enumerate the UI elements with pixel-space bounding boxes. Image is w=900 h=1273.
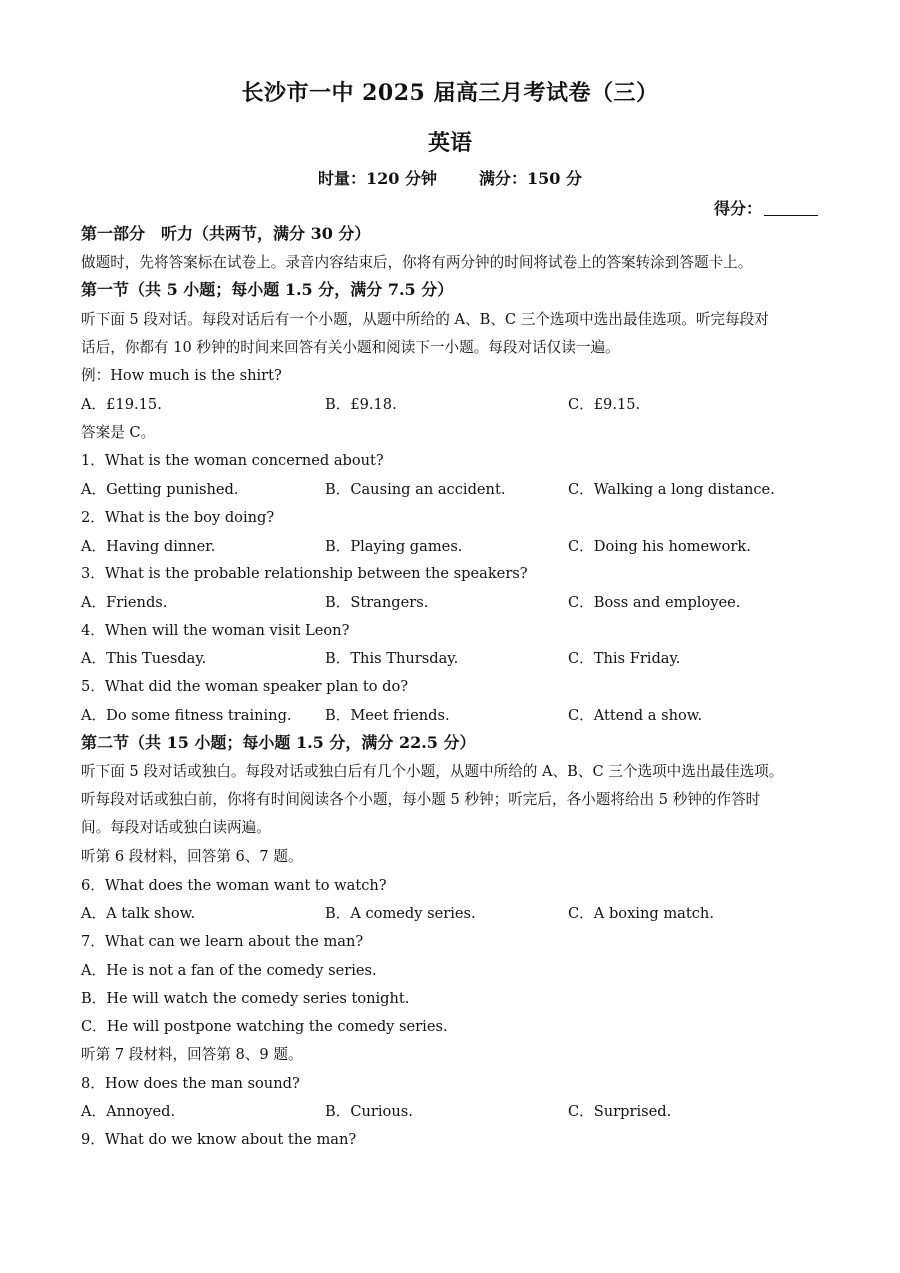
example-option-c: C．£9.15. [568,396,641,413]
section1-heading: 第一节（共 5 小题；每小题 1.5 分，满分 7.5 分） [81,280,454,299]
q8-option-b: B．Curious. [325,1103,413,1120]
section1-intro-line2: 话后，你都有 10 秒钟的时间来回答有关小题和阅读下一小题。每段对话仅读一遍。 [81,339,620,356]
q4-option-a: A．This Tuesday. [81,650,207,667]
section2-intro-line3: 间。每段对话或独白读两遍。 [81,819,271,836]
q7-option-b: B．He will watch the comedy series tonight. [81,990,410,1007]
time-limit: 时量：120 分钟 [318,169,437,188]
score-blank [764,201,818,216]
part1-intro: 做题时，先将答案标在试卷上。录音内容结束后，你将有两分钟的时间将试卷上的答案转涂到答题卡上。 [81,254,753,271]
full-score: 满分：150 分 [479,169,582,188]
section2-heading: 第二节（共 15 小题；每小题 1.5 分，满分 22.5 分） [81,733,476,752]
section2-intro-line1: 听下面 5 段对话或独白。每段对话或独白后有几个小题，从题中所给的 A、B、C 三个选项中选出最佳选项。 [81,763,784,780]
q2-option-a: A．Having dinner. [81,538,216,555]
question-1: 1．What is the woman concerned about? [81,452,384,469]
score-label: 得分： [713,199,762,218]
exam-title: 长沙市一中 2025 届高三月考试卷（三） [241,80,659,106]
question-7: 7．What can we learn about the man? [81,933,364,950]
q6-option-c: C．A boxing match. [568,905,714,922]
material-7-note: 听第 7 段材料，回答第 8、9 题。 [81,1046,303,1063]
q6-option-a: A．A talk show. [81,905,196,922]
question-5: 5．What did the woman speaker plan to do? [81,678,409,695]
subject-title: 英语 [427,130,472,156]
question-4: 4．When will the woman visit Leon? [81,622,350,639]
exam-meta [0,166,900,189]
q5-option-b: B．Meet friends. [325,707,450,724]
q1-option-c: C．Walking a long distance. [568,481,775,498]
q1-option-b: B．Causing an accident. [325,481,506,498]
score-field [714,196,818,219]
material-6-note: 听第 6 段材料，回答第 6、7 题。 [81,848,303,865]
example-question: 例：How much is the shirt? [81,367,282,384]
q3-option-c: C．Boss and employee. [568,594,741,611]
question-8: 8．How does the man sound? [81,1075,300,1092]
q3-option-a: A．Friends. [81,594,168,611]
section2-intro-line2: 听每段对话或独白前，你将有时间阅读各个小题，每小题 5 秒钟；听完后，各小题将给出 5 秒钟的作答时 [81,791,761,808]
question-3: 3．What is the probable relationship between the speakers? [81,565,528,582]
q2-option-b: B．Playing games. [325,538,463,555]
q2-option-c: C．Doing his homework. [568,538,751,555]
section1-intro-line1: 听下面 5 段对话。每段对话后有一个小题，从题中所给的 A、B、C 三个选项中选出最佳选项。听完每段对 [81,311,769,328]
question-9: 9．What do we know about the man? [81,1131,357,1148]
q8-option-c: C．Surprised. [568,1103,672,1120]
q5-option-a: A．Do some fitness training. [81,707,292,724]
q1-option-a: A．Getting punished. [81,481,239,498]
q8-option-a: A．Annoyed. [81,1103,176,1120]
q4-option-c: C．This Friday. [568,650,681,667]
q3-option-b: B．Strangers. [325,594,429,611]
question-6: 6．What does the woman want to watch? [81,877,387,894]
q6-option-b: B．A comedy series. [325,905,476,922]
question-2: 2．What is the boy doing? [81,509,275,526]
example-option-b: B．£9.18. [325,396,397,413]
example-option-a: A．£19.15. [81,396,162,413]
q4-option-b: B．This Thursday. [325,650,459,667]
q7-option-a: A．He is not a fan of the comedy series. [81,962,377,979]
example-answer: 答案是 C。 [81,424,156,441]
q5-option-c: C．Attend a show. [568,707,703,724]
q7-option-c: C．He will postpone watching the comedy series. [81,1018,448,1035]
part1-heading: 第一部分 听力（共两节，满分 30 分） [81,224,371,243]
